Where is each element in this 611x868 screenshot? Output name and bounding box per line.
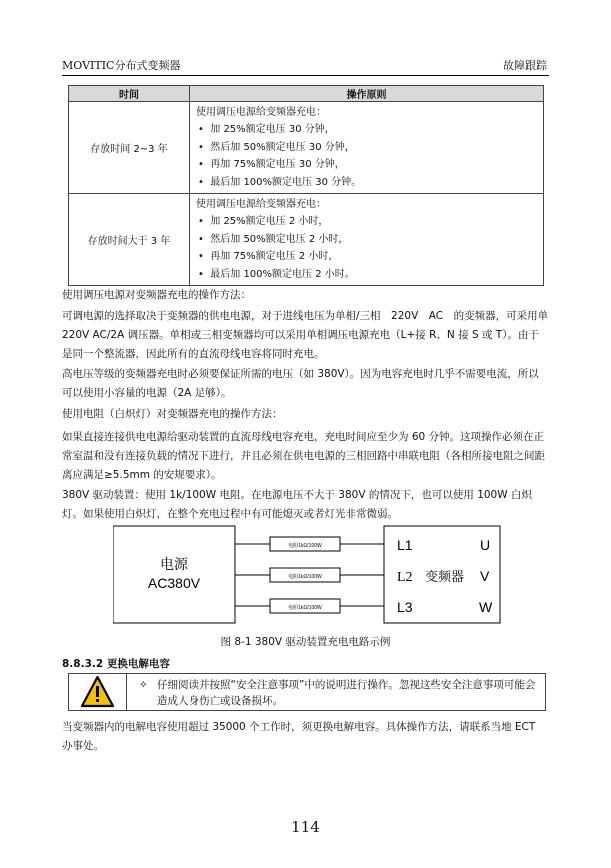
warning-triangle-icon xyxy=(69,674,126,710)
warning-message: 仔细阅读并按照“安全注意事项”中的说明进行操作。忽视这些安全注意事项可能会造成人身伤亡或设备损坏。 xyxy=(157,679,536,707)
paragraph: 可调电源的选择取决于变频器的供电电源，对于进线电压为单相/三相 220V AC 的变频器，可采用单220V AC/2A 调压器。单相或三相变频器均可以采用单相调压电源充电（L+接 R、N 接 S 或 T）。由于是同一个整流器，因此所有的直流母线电容将同时充电。 xyxy=(62,310,549,360)
inverter-label: 变频器 xyxy=(425,570,465,585)
warning-icon-cell xyxy=(69,674,127,710)
input-label: L1 xyxy=(397,537,413,553)
paragraph: 使用电阻（白炽灯）对变频器充电的操作方法： xyxy=(62,408,283,420)
resistor-label: 电阻1kΩ/100W xyxy=(288,605,322,611)
bullet-line: • 再加 75%额定电压 30 分钟， xyxy=(198,159,345,171)
output-label: W xyxy=(479,599,493,615)
wire-l2 xyxy=(235,568,384,582)
bullet-line: • 再加 75%额定电压 2 小时， xyxy=(198,251,339,263)
header-section: 故障跟踪 xyxy=(503,59,547,72)
paragraph: 高电压等级的变频器充电时必须要保证所需的电压（如 380V）。因为电容充电时几乎不需要电流，所以可以使用小容量的电源（2A 足够）。 xyxy=(62,368,539,399)
table-cell-principle xyxy=(190,102,544,194)
resistor-label: 电阻1kΩ/100W xyxy=(288,574,322,580)
input-label: L2 xyxy=(397,570,413,585)
wire-l1 xyxy=(235,537,384,551)
table-cell-principle xyxy=(190,194,544,286)
charging-circuit-diagram xyxy=(113,525,503,625)
page-number: 114 xyxy=(291,818,320,836)
cell-line: 使用调压电源给变频器充电： xyxy=(196,107,326,118)
storage-charging-table xyxy=(68,85,544,286)
resistor-label: 电阻1kΩ/100W xyxy=(288,543,322,549)
paragraph: 380V 驱动装置：使用 1k/100W 电阻。在电源电压不大于 380V 的情况下，也可以使用 100W 白炽灯。如果使用白炽灯，在整个充电过程中有可能熄灭或者灯光非常微弱。 xyxy=(62,489,532,520)
output-label: U xyxy=(480,537,491,553)
table-row xyxy=(69,194,544,286)
bullet-line: • 加 25%额定电压 30 分钟， xyxy=(198,124,335,136)
bullet-line: • 然后加 50%额定电压 2 小时， xyxy=(198,233,349,245)
table-row xyxy=(69,102,544,194)
table-header-time: 时间 xyxy=(69,86,190,102)
bullet-line: • 最后加 100%额定电压 2 小时。 xyxy=(198,268,355,280)
header-title: MOVITIC分布式变频器 xyxy=(62,59,181,72)
table-header-principle: 操作原则 xyxy=(190,86,544,102)
bullet-line: • 最后加 100%额定电压 30 分钟。 xyxy=(198,176,362,188)
input-label: L3 xyxy=(397,599,413,615)
wire-l3 xyxy=(235,599,384,613)
header-rule xyxy=(62,75,549,76)
safety-warning-box xyxy=(68,673,546,711)
cell-line: 使用调压电源给变频器充电： xyxy=(196,199,326,211)
bullet-line: • 加 25%额定电压 2 小时， xyxy=(198,216,329,228)
warning-text xyxy=(139,677,539,709)
table-cell-time: 存放时间 2~3 年 xyxy=(69,102,190,194)
paragraph: 如果直接连接供电电源给驱动装置的直流母线电容充电，充电时间应至少为 60 分钟。这项操作必须在正常室温和没有连接负载的情况下进行，并且必须在供电电源的三相回路中串联电阻（各相所接电阻之间距离应满足≥5.5mm 的安规要求）。 xyxy=(62,431,545,481)
paragraph: 使用调压电源对变频器充电的操作方法： xyxy=(62,289,251,301)
source-voltage-label: AC380V xyxy=(147,575,201,591)
diamond-bullet-icon: ✧ xyxy=(139,679,148,691)
source-label: 电源 xyxy=(160,556,188,572)
bullet-line: • 然后加 50%额定电压 30 分钟， xyxy=(198,141,355,153)
output-label: V xyxy=(480,568,490,584)
section-title: 8.8.3.2 更换电解电容 xyxy=(62,658,170,670)
table-cell-time: 存放时间大于 3 年 xyxy=(69,194,190,286)
paragraph: 当变频器内的电解电容使用超过 35000 个工作时，须更换电解电容。具体操作方法，请联系当地 ECT 办事处。 xyxy=(62,721,536,752)
figure-caption: 图 8-1 380V 驱动装置充电电路示例 xyxy=(220,636,391,648)
